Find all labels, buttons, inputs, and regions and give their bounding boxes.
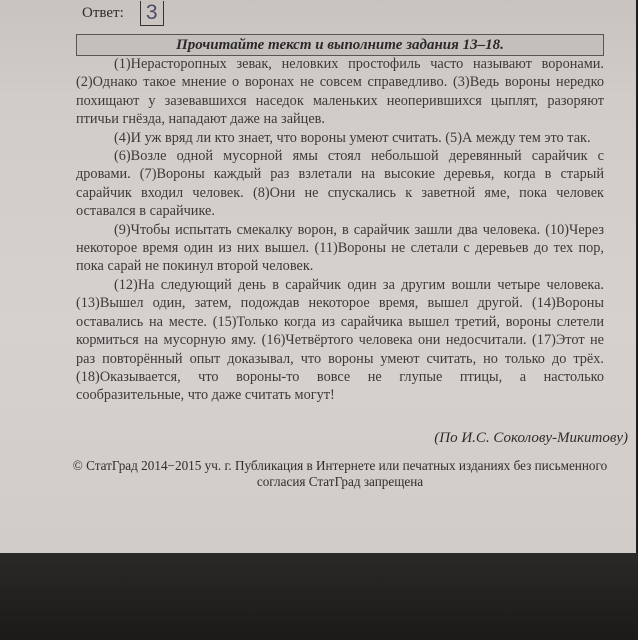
reading-text — [76, 55, 604, 405]
answer-box: 3 — [140, 1, 164, 26]
copyright-notice: © СтатГрад 2014−2015 уч. г. Публикация в Интернете или печатных изданиях без письменного согласия СтатГрад запрещена — [72, 458, 608, 489]
task-header: Прочитайте текст и выполните задания 13–18. — [76, 34, 604, 56]
answer-label: Ответ: — [82, 4, 124, 21]
author-attribution: (По И.С. Соколову-Микитову) — [434, 430, 628, 446]
background-surface — [0, 553, 638, 640]
paragraph-3: (6)Возле одной мусорной ямы стоял небольшой деревянный сарайчик с дровами. (7)Вороны каждый раз взлетали на высокие деревья, когда в старый сарайчик входил человек. (8)Они не спускались к заветной яме, пока человек оставался в сарайчике. — [76, 148, 604, 220]
paragraph-1: (1)Нерасторопных зевак, неловких простофиль часто называют воронами. (2)Однако такое мнение о воронах не совсем справедливо. (3)Ведь вороны нередко похищают у зазевавшихся наседок маленьких неоперившихся цыплят, разоряют птичьи гнёзда, нападают даже на зайцев. — [76, 56, 604, 128]
answer-row — [82, 0, 164, 26]
paragraph-2: (4)И уж вряд ли кто знает, что вороны умеют считать. (5)А между тем это так. — [114, 129, 591, 146]
paragraph-5: (12)На следующий день в сарайчик один за другим вошли четыре человека. (13)Вышел один, затем, подождав некоторое время, вышел другой. (14)Вороны оставались на месте. (15)Только когда из сарайчика вышел третий, вороны слетели кормиться на мусорную яму. (16)Четвёртого человека они недосчитали. (17)Этот не раз повторённый опыт доказывал, что вороны умеют считать, но только до трёх. (18)Оказывается, что вороны-то вовсе не глупые птицы, а настолько сообразительные, что даже считать могут! — [76, 276, 604, 404]
paragraph-4: (9)Чтобы испытать смекалку ворон, в сарайчик зашли два человека. (10)Через некоторое время один из них вышел. (11)Вороны не слетали с деревьев до тех пор, пока сарай не покинул второй человек. — [76, 221, 604, 275]
